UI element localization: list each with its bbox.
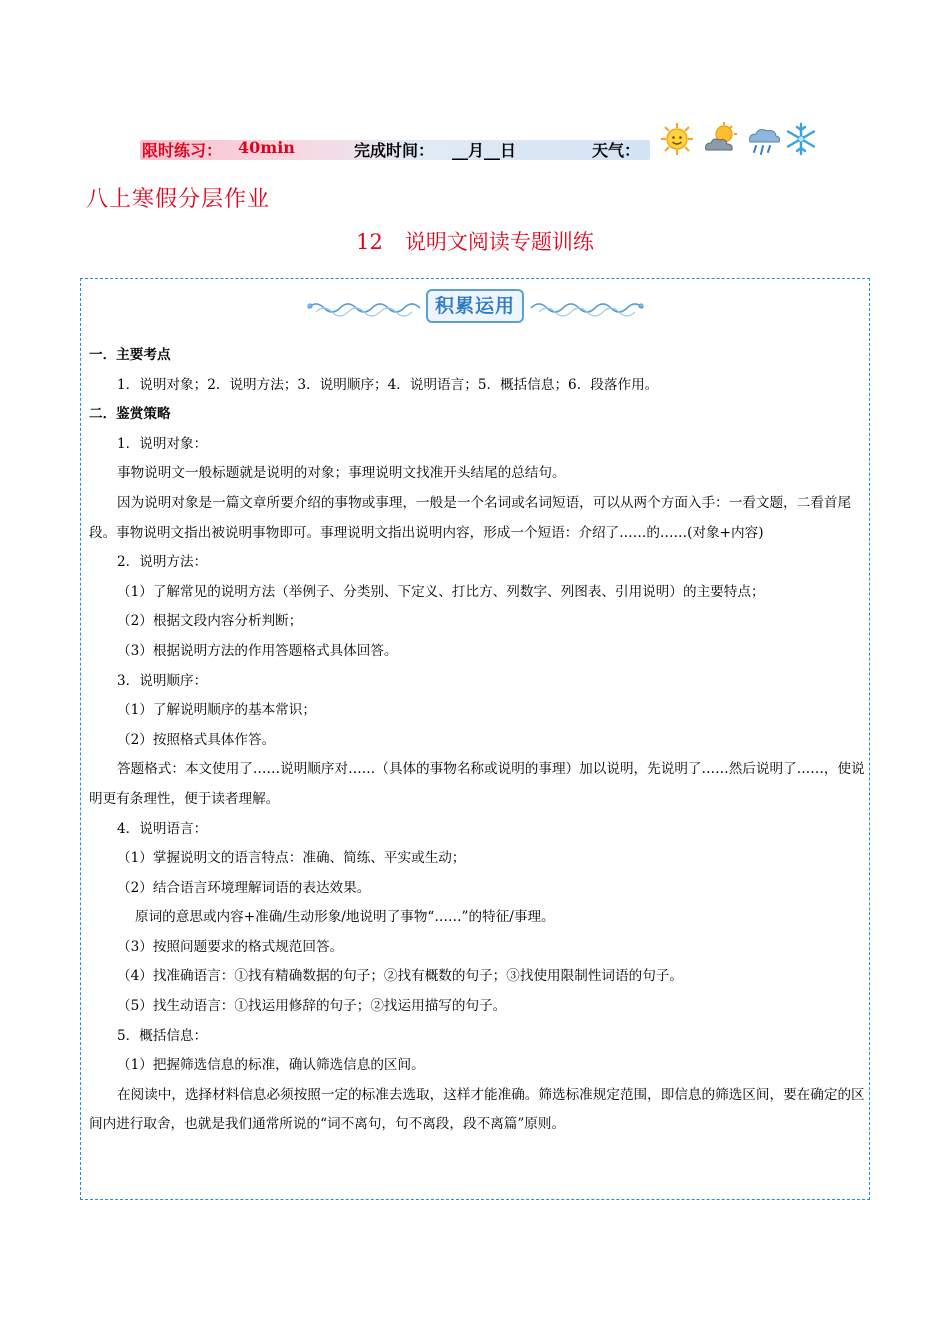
- strategy-4-item-1: （1）掌握说明文的语言特点：准确、简练、平实或生动；: [117, 850, 466, 867]
- strategy-4-item-3: （3）按照问题要求的格式规范回答。: [117, 938, 344, 955]
- banner-label: 积累运用: [426, 289, 524, 323]
- heading-main-points: 一．主要考点: [89, 347, 171, 363]
- completion-date: __月__日: [452, 141, 517, 160]
- practice-label: 限时练习：: [142, 141, 223, 160]
- wave-right-decoration: [525, 293, 645, 319]
- weather-label: 天气：: [592, 141, 641, 160]
- sun-cloud-icon: [702, 122, 738, 156]
- strategy-1-text-1: 事物说明文一般标题就是说明的对象；事理说明文找准开头结尾的总结句。: [117, 465, 566, 482]
- strategy-5-heading: 5．概括信息：: [117, 1027, 208, 1044]
- strategy-4-note: 原词的意思或内容+准确/生动形象/地说明了事物“……”的特征/事理。: [135, 909, 555, 926]
- strategy-2-heading: 2．说明方法：: [117, 554, 208, 571]
- heading-strategies: 二．鉴赏策略: [89, 406, 171, 423]
- lesson-title: [0, 226, 950, 256]
- content-box: [80, 278, 870, 1200]
- strategy-4-heading: 4．说明语言：: [117, 820, 208, 837]
- strategy-2-item-3: （3）根据说明方法的作用答题格式具体回答。: [117, 642, 398, 659]
- rain-cloud-icon: [746, 122, 782, 158]
- strategy-5-item-1: （1）把握筛选信息的标准，确认筛选信息的区间。: [117, 1057, 425, 1074]
- strategy-1-heading: 1．说明对象：: [117, 435, 208, 452]
- strategy-4-item-2: （2）结合语言环境理解词语的表达效果。: [117, 879, 371, 896]
- snowflake-icon: [784, 122, 818, 156]
- strategy-5-text: 在阅读中，选择材料信息必须按照一定的标准去选取，这样才能准确。筛选标准规定范围，即信息的筛选区间，要在确定的区间内进行取舍，也就是我们通常所说的“词不离句，句不离段，段不离篇”原则。: [89, 1086, 865, 1133]
- lesson-number: 12: [356, 230, 383, 254]
- main-points-list: 1．说明对象；2．说明方法；3．说明顺序；4．说明语言；5．概括信息；6．段落作用。: [117, 376, 659, 393]
- content-body: [89, 341, 865, 1140]
- lesson-name: 说明文阅读专题训练: [404, 230, 594, 254]
- strategy-3-heading: 3．说明顺序：: [117, 672, 208, 689]
- strategy-3-format: 答题格式：本文使用了……说明顺序对……（具体的事物名称或说明的事理）加以说明，先说明了……然后说明了……，使说明更有条理性，便于读者理解。: [89, 761, 865, 807]
- section-banner: [81, 289, 871, 325]
- strategy-4-item-4: （4）找准确语言：①找有精确数据的句子；②找有概数的句子；③找使用限制性词语的句子。: [117, 968, 683, 985]
- header-bar: [140, 134, 660, 162]
- strategy-3-item-1: （1）了解说明顺序的基本常识；: [117, 702, 316, 719]
- strategy-2-item-2: （2）根据文段内容分析判断；: [117, 613, 303, 630]
- completion-label: 完成时间：: [354, 141, 435, 160]
- strategy-2-item-1: （1）了解常见的说明方法（举例子、分类别、下定义、打比方、列数字、列图表、引用说明）的主要特点；: [117, 583, 765, 600]
- sun-icon: [660, 122, 694, 156]
- strategy-1-text-2: 因为说明对象是一篇文章所要介绍的事物或事理，一般是一个名词或名词短语，可以从两个方面入手：一看文题，二看首尾段。事物说明文指出被说明事物即可。事理说明文指出说明内容，形成一个短语：介绍了……的……(对象+内容): [89, 494, 852, 541]
- series-title: 八上寒假分层作业: [86, 187, 271, 212]
- strategy-3-item-2: （2）按照格式具体作答。: [117, 731, 276, 748]
- practice-time: 40min: [238, 138, 295, 157]
- strategy-4-item-5: （5）找生动语言：①找运用修辞的句子；②找运用描写的句子。: [117, 998, 507, 1015]
- wave-left-decoration: [306, 293, 426, 319]
- weather-icons: [660, 122, 820, 158]
